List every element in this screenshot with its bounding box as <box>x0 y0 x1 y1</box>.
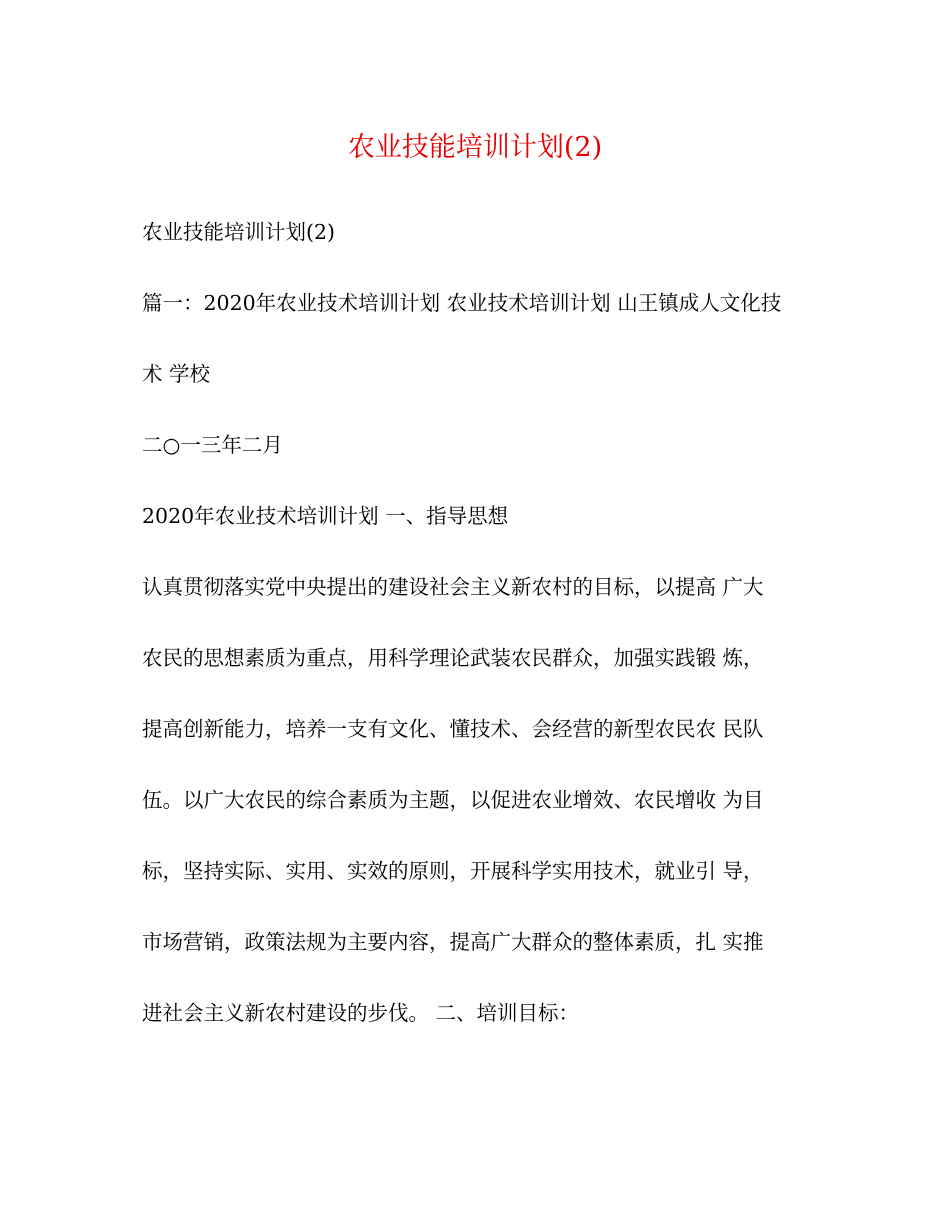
body-line: 进社会主义新农村建设的步伐。 二、培训目标： <box>142 1001 580 1025</box>
document-title: 农业技能培训计划(2) <box>347 132 603 163</box>
document-body <box>142 212 822 1033</box>
body-line-section-heading: 2020年农业技术培训计划 一、指导思想 <box>142 504 509 528</box>
body-line: 标，坚持实际、实用、实效的原则，开展科学实用技术，就业引 导， <box>142 859 764 883</box>
body-line: 提高创新能力，培养一支有文化、懂技术、会经营的新型农民农 民队 <box>142 717 764 741</box>
body-line-subtitle: 农业技能培训计划(2) <box>142 220 336 244</box>
body-line: 认真贯彻落实党中央提出的建设社会主义新农村的目标，以提高 广大 <box>142 575 764 599</box>
body-line: 伍。以广大农民的综合素质为主题，以促进农业增效、农民增收 为目 <box>142 788 764 812</box>
body-line: 农民的思想素质为重点，用科学理论武装农民群众，加强实践锻 炼， <box>142 646 764 670</box>
body-line: 市场营销，政策法规为主要内容，提高广大群众的整体素质，扎 实推 <box>142 930 764 954</box>
body-line-date: 二○一三年二月 <box>142 433 283 457</box>
body-line: 术 学校 <box>142 362 211 386</box>
body-line: 篇一：2020年农业技术培训计划 农业技术培训计划 山王镇成人文化技 <box>142 291 782 315</box>
